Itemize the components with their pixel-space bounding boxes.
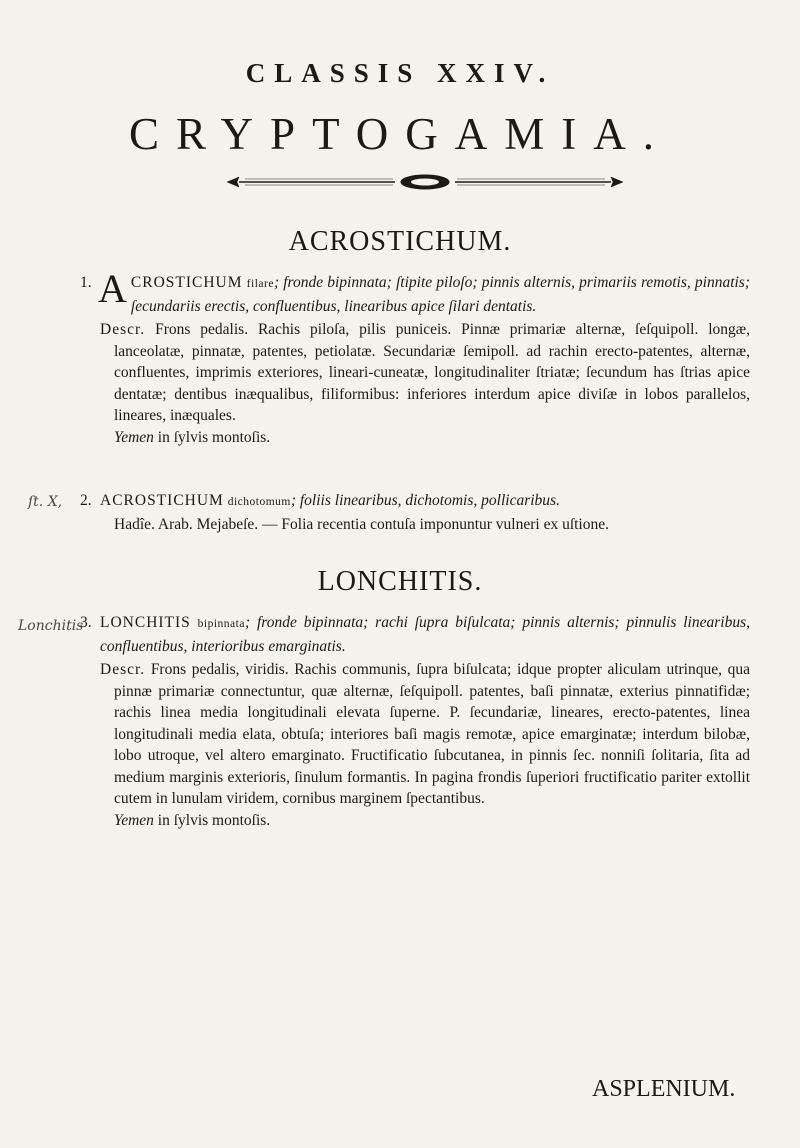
genus-name: LONCHITIS [100, 614, 191, 631]
description: Frons pedalis, viridis. Rachis communis, ſupra biſulcata; idque propter aliculam utrinque, qua pinnæ primariæ connectuntur, quæ alternæ, ſeſquipoll. patentes, baſi pinnatæ, exterius pinnatifidæ; rachis linea media longitudinali elevata ſuperne. P. ſecundariæ, lineares, erecto-patentes, linea longitudinali media elata, obtuſa; interiores baſi magis remotæ, apice emarginatæ; interdum bilobæ, lobo utroque, vel altero emarginato. Fructificatio ſubcutanea, in pinnis ſec. nonniſi ſolitaria, ſita ad medium marginis exterioris, ſinulum formantis. In pagina frondis ſuperiori fructificatio pariter extollit cutem in lunulam viridem, cornibus marginem ſpectantibus. [114, 661, 750, 807]
description: Frons pedalis. Rachis piloſa, pilis puniceis. Pinnæ primariæ alternæ, ſeſquipoll. longæ, lanceolatæ, pinnatæ, patentes, petiolatæ. Secundariæ ſemipoll. ad rachin erecto-patentes, alternæ, confluentes, imprimis exteriores, lineari-cuneatæ, longitudinaliter ſtriatæ; ſecundum has ſtrias apice dentatæ; dentibus inæqualibus, filiformibus: inferiores interdum apice diviſæ in lobos parallelos, lineares, inæquales. [114, 321, 751, 424]
handwritten-note: Lonchitis [18, 618, 84, 634]
catchword: ASPLENIUM. [592, 1076, 736, 1102]
entry-2 [80, 490, 750, 535]
locus: in ſylvis montoſis. [157, 428, 271, 446]
entry-1 [80, 266, 751, 448]
diagnosis: ; fronde bipinnata; ſtipite piloſo; pinnis alternis, primariis remotis, pinnatis; ſecundariis erectis, confluentibus, linearibus apice ſilari dentatis. [130, 274, 751, 315]
descr-label: Descr. [100, 321, 146, 338]
drop-capital: A [98, 266, 127, 311]
epithet: filare [246, 278, 274, 290]
locus-label: Yemen [114, 428, 154, 446]
handwritten-note: ſt. X, [28, 494, 63, 510]
diagnosis: ; foliis linearibus, dichotomis, pollicaribus. [290, 492, 560, 509]
section-heading-lonchitis: LONCHITIS. [317, 566, 483, 597]
class-heading: CLASSIS XXIV. [245, 58, 555, 88]
entry-3 [80, 612, 750, 831]
ornament-rule [225, 174, 625, 190]
entry-number: 1. [80, 274, 92, 291]
page-title: CRYPTOGAMIA. [129, 109, 671, 159]
epithet: bipinnata [197, 618, 245, 630]
locus: in ſylvis montoſis. [157, 811, 271, 829]
genus-name: CROSTICHUM [130, 274, 243, 291]
descr-label: Descr. [100, 661, 146, 678]
locus-label: Yemen [114, 811, 154, 829]
section-heading-acrostichum: ACROSTICHUM. [288, 226, 512, 257]
genus-name: ACROSTICHUM [100, 492, 224, 509]
epithet: dichotomum [227, 496, 291, 508]
note-text: Hadîe. Arab. Mejabeſe. — Folia recentia contuſa imponuntur vulneri ex uſtione. [114, 515, 609, 533]
diagnosis: ; fronde bipinnata; rachi ſupra biſulcata; pinnis alternis; pinnulis linearibus, confluentibus, interioribus emarginatis. [100, 614, 750, 655]
entry-number: 2. [80, 492, 92, 509]
entry-number: 3. [80, 614, 92, 631]
